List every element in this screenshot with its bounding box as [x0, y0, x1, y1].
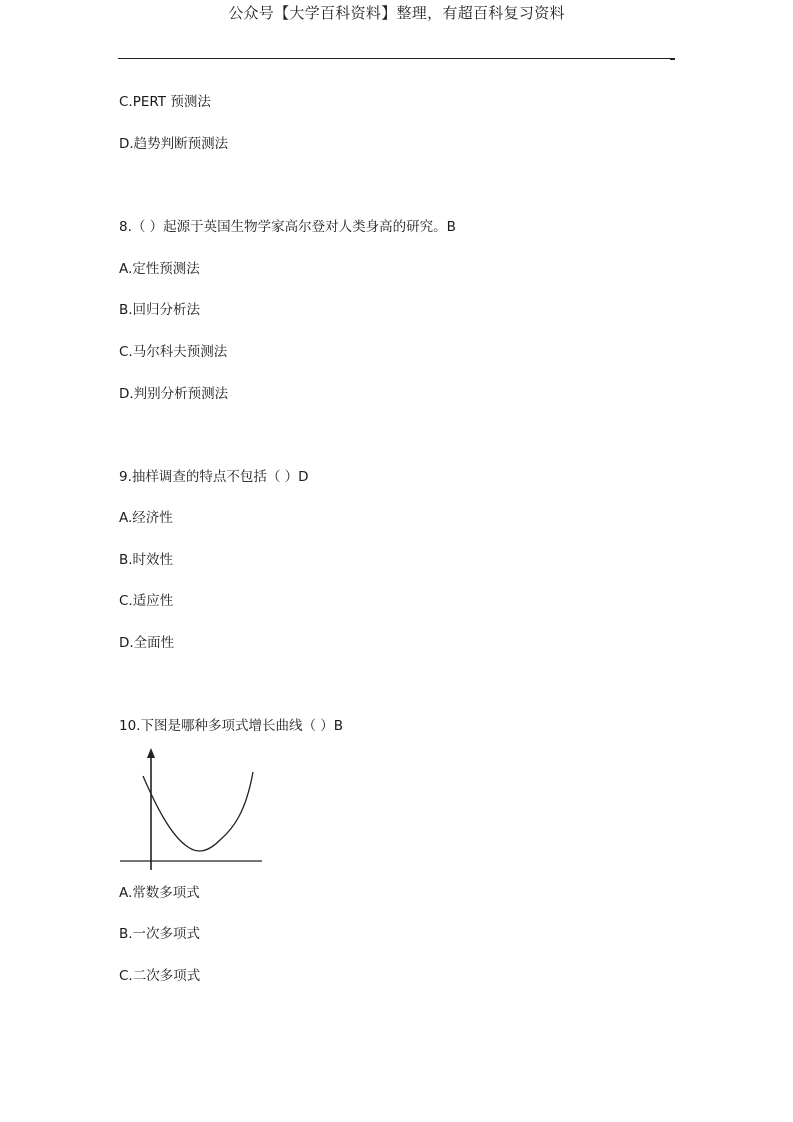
q9-option-d: D.全面性	[119, 635, 175, 651]
q9-stem: 9.抽样调查的特点不包括（ ）D	[119, 469, 309, 485]
growth-curve-figure	[116, 746, 266, 872]
q9-option-a: A.经济性	[119, 510, 173, 526]
q10-option-c: C.二次多项式	[119, 968, 201, 984]
figure-parabola-curve	[143, 772, 253, 851]
figure-y-axis-arrow	[147, 748, 155, 758]
q8-stem: 8.（ ）起源于英国生物学家高尔登对人类身高的研究。B	[119, 219, 456, 235]
q7-option-c: C.PERT 预测法	[119, 94, 211, 110]
q10-option-b: B.一次多项式	[119, 926, 201, 942]
q7-option-d: D.趋势判断预测法	[119, 136, 229, 152]
q10-option-a: A.常数多项式	[119, 885, 200, 901]
q8-option-a: A.定性预测法	[119, 261, 200, 277]
header-text: 公众号【大学百科资料】整理，有超百科复习资料	[228, 4, 565, 22]
q9-option-b: B.时效性	[119, 552, 174, 568]
q9-option-c: C.适应性	[119, 593, 174, 609]
q8-option-d: D.判别分析预测法	[119, 386, 229, 402]
q10-stem: 10.下图是哪种多项式增长曲线（ ）B	[119, 718, 344, 734]
header-rule	[118, 58, 674, 59]
q8-option-b: B.回归分析法	[119, 302, 201, 318]
q8-option-c: C.马尔科夫预测法	[119, 344, 228, 360]
